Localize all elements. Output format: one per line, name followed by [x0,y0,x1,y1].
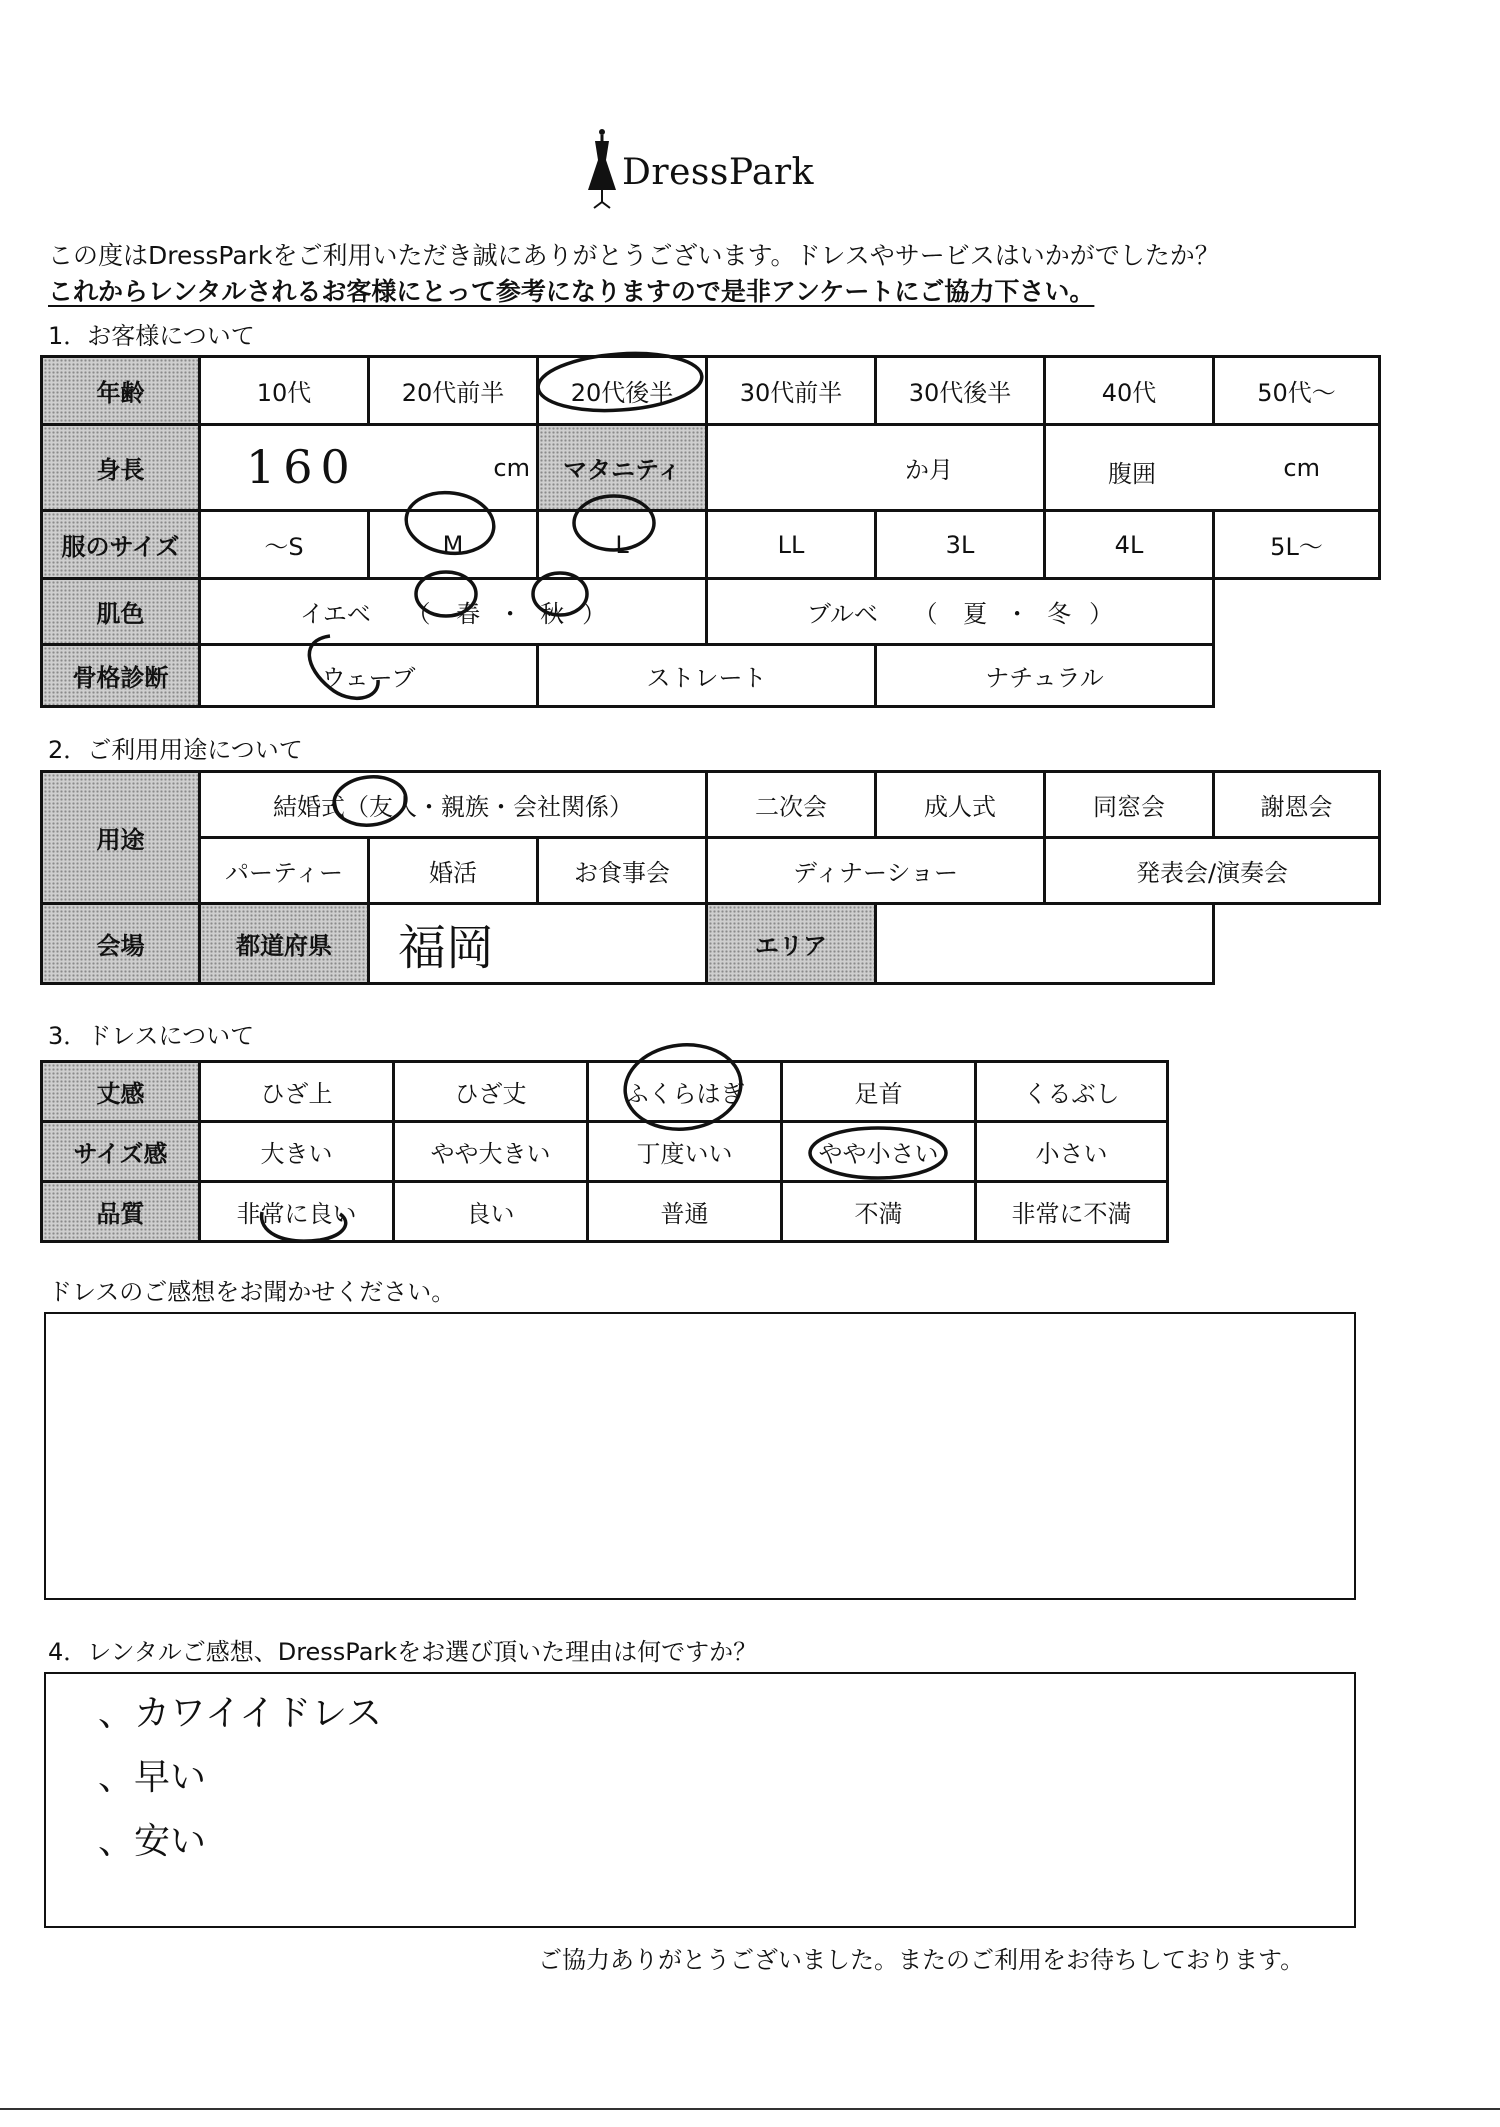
quality-option[interactable]: 普通 [588,1182,782,1242]
quality-option[interactable]: 良い [394,1182,588,1242]
height-unit: cm [493,454,530,482]
yellow-base-label: イエベ [299,600,371,628]
age-option[interactable]: 50代～ [1214,357,1380,425]
age-option[interactable]: 10代 [200,357,369,425]
reason-answer-box[interactable] [44,1672,1356,1928]
age-row [42,357,1380,425]
reason-answer-line: 、早い [98,1757,207,1798]
height-row [42,425,1380,511]
size-row [42,511,1380,579]
size-option-circled[interactable]: L [538,511,707,579]
height-label: 身長 [42,425,200,511]
frame-option[interactable]: ナチュラル [876,645,1214,707]
wedding-prefix: 結婚式（ [273,793,369,821]
dress-comment-prompt: ドレスのご感想をお聞かせください。 [48,1278,456,1306]
reason-answer-line: 、カワイイドレス [98,1693,383,1734]
size-option[interactable]: 5L～ [1214,511,1380,579]
dress-comment-box[interactable] [44,1312,1356,1600]
purpose-row-2 [42,838,1380,904]
wedding-option[interactable]: 親族 [441,793,489,821]
size-option[interactable]: 4L [1045,511,1214,579]
purpose-table [40,770,1381,985]
venue-label: 会場 [42,904,200,984]
fit-option[interactable]: 小さい [976,1122,1168,1182]
empty-cell [1214,645,1380,707]
blue-base-label: ブルベ [806,600,878,628]
age-option[interactable]: 30代後半 [876,357,1045,425]
thanks-text: ご協力ありがとうございました。またのご利用をお待ちしております。 [538,1946,1305,1974]
purpose-option[interactable]: 謝恩会 [1214,772,1380,838]
skin-season[interactable]: 冬 [1047,600,1072,628]
fit-option[interactable]: 丁度いい [588,1122,782,1182]
skin-label: 肌色 [42,579,200,645]
purpose-row-1 [42,772,1380,838]
age-option[interactable]: 40代 [1045,357,1214,425]
prefecture-value: 福岡 [398,920,495,976]
intro-text: この度はDressParkをご利用いただき誠にありがとうございます。ドレスやサービスはいかがでしたか？ [48,241,1220,270]
section1-title: 1．お客様について [48,322,255,350]
customer-table [40,355,1381,708]
scan-edge-line [0,2108,1500,2110]
purpose-option[interactable]: ディナーショー [707,838,1045,904]
prefecture-field[interactable] [369,904,707,984]
age-option[interactable]: 20代前半 [369,357,538,425]
size-option[interactable]: 3L [876,511,1045,579]
length-option[interactable]: くるぶし [976,1062,1168,1122]
size-option-circled[interactable]: M [369,511,538,579]
length-option[interactable]: ひざ上 [200,1062,394,1122]
intro-request: これからレンタルされるお客様にとって参考になりますので是非アンケートにご協力下さい。 [48,277,1095,306]
wedding-option[interactable]: 会社関係 [513,793,609,821]
length-option[interactable]: 足首 [782,1062,976,1122]
area-field[interactable] [876,904,1214,984]
reason-answer-line: 、安い [98,1821,207,1862]
dress-table [40,1060,1169,1243]
section3-title: 3．ドレスについて [48,1022,255,1050]
months-unit: か月 [905,456,953,484]
wedding-option-circled[interactable]: 友人 [369,793,417,821]
purpose-option[interactable]: 婚活 [369,838,538,904]
prefecture-label: 都道府県 [200,904,369,984]
skin-season-circled[interactable]: 春 [456,600,481,628]
skin-season-circled[interactable]: 秋 [540,600,565,628]
section2-title: 2．ご利用用途について [48,736,303,764]
frame-option-circled[interactable]: ウェーブ [200,645,538,707]
height-value: 160 [246,440,358,494]
yellow-base-field[interactable]: イエベ （ 春 ・ 秋 ） [200,579,707,645]
length-option[interactable]: ひざ丈 [394,1062,588,1122]
dress-silhouette-icon [585,128,619,210]
age-label: 年齢 [42,357,200,425]
purpose-option[interactable]: 発表会/演奏会 [1045,838,1380,904]
venue-row [42,904,1380,984]
purpose-option[interactable]: 成人式 [876,772,1045,838]
size-option[interactable]: ～S [200,511,369,579]
purpose-label: 用途 [42,772,200,904]
empty-cell [1214,904,1380,984]
maternity-label: マタニティ [538,425,707,511]
section4-title: 4．レンタルご感想、DressParkをお選び頂いた理由は何ですか？ [48,1638,758,1666]
age-option-circled[interactable]: 20代後半 [538,357,707,425]
age-option[interactable]: 30代前半 [707,357,876,425]
fit-option[interactable]: 大きい [200,1122,394,1182]
wedding-field[interactable]: 結婚式（友人・親族・会社関係） [200,772,707,838]
empty-cell [1214,579,1380,645]
quality-row [42,1182,1168,1242]
quality-option[interactable]: 不満 [782,1182,976,1242]
blue-base-field[interactable]: ブルベ （ 夏 ・ 冬 ） [707,579,1214,645]
logo-text: DressPark [622,152,814,193]
size-label: 服のサイズ [42,511,200,579]
height-field[interactable] [200,425,538,511]
fit-label: サイズ感 [42,1122,200,1182]
fit-option[interactable]: やや大きい [394,1122,588,1182]
waist-field[interactable] [1045,425,1380,511]
waist-unit: cm [1283,454,1320,482]
quality-label: 品質 [42,1182,200,1242]
fit-row [42,1122,1168,1182]
length-row [42,1062,1168,1122]
quality-option[interactable]: 非常に不満 [976,1182,1168,1242]
frame-label: 骨格診断 [42,645,200,707]
waist-label: 腹囲 [1108,460,1156,488]
purpose-option[interactable]: 二次会 [707,772,876,838]
purpose-option[interactable]: お食事会 [538,838,707,904]
wedding-suffix: ） [609,793,633,821]
fit-option-circled[interactable]: やや小さい [782,1122,976,1182]
length-label: 丈感 [42,1062,200,1122]
maternity-months-field[interactable] [707,425,1045,511]
length-option-circled[interactable]: ふくらはぎ [588,1062,782,1122]
frame-option[interactable]: ストレート [538,645,876,707]
frame-row [42,645,1380,707]
purpose-option[interactable]: 同窓会 [1045,772,1214,838]
skin-season[interactable]: 夏 [963,600,988,628]
dresspark-logo [585,128,825,210]
area-label: エリア [707,904,876,984]
size-option[interactable]: LL [707,511,876,579]
quality-option-circled[interactable]: 非常に良い [200,1182,394,1242]
skin-row [42,579,1380,645]
purpose-option[interactable]: パーティー [200,838,369,904]
